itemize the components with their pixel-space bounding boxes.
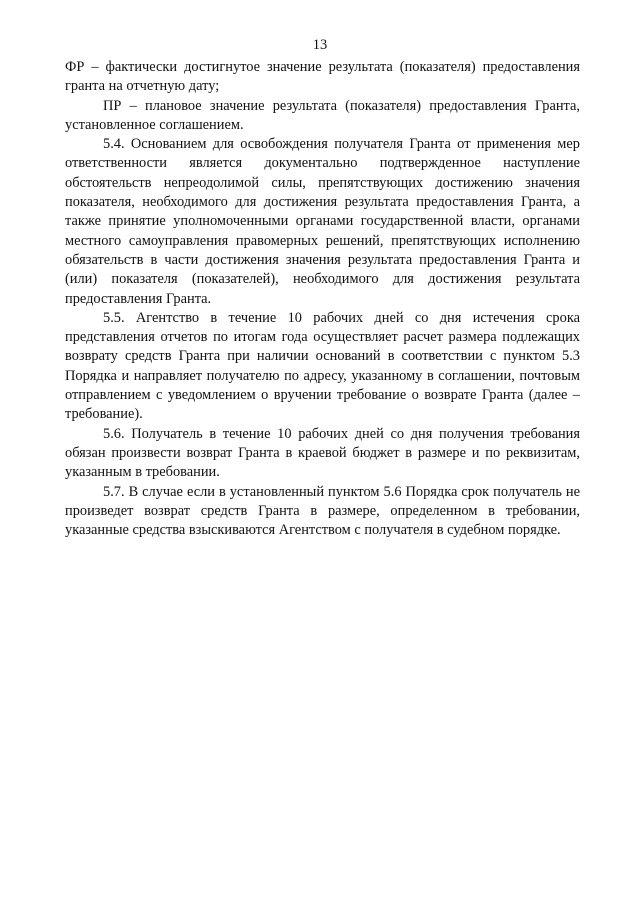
paragraph-pr-definition: ПР – плановое значение результата (показателя) предоставления Гранта, установленное соглашением. [65, 97, 580, 133]
document-body [65, 58, 580, 540]
paragraph-clause-5-4: 5.4. Основанием для освобождения получателя Гранта от применения мер ответственности является документально подтвержденное наступление обстоятельств непреодолимой силы, препятствующих достижению значения показателя, необходимого для достижения результата предоставления Гранта, а также принятие уполномоченными органами государственной власти, органами местного самоуправления правомерных решений, препятствующих исполнению обязательств в части достижения значения результата предоставления Гранта и (или) показателя (показателей), необходимого для достижения результата предоставления Гранта. [65, 136, 580, 307]
paragraph-clause-5-7: 5.7. В случае если в установленный пунктом 5.6 Порядка срок получатель не произведет возврат средств Гранта в размере, определенном в требовании, указанные средства взыскиваются Агентством с получателя в судебном порядке. [65, 483, 580, 539]
paragraph-clause-5-6: 5.6. Получатель в течение 10 рабочих дней со дня получения требования обязан произвести возврат Гранта в краевой бюджет в размере и по реквизитам, указанным в требовании. [65, 425, 580, 481]
page-number: 13 [312, 37, 328, 53]
paragraph-clause-5-5: 5.5. Агентство в течение 10 рабочих дней со дня истечения срока представления отчетов по итогам года осуществляет расчет размера подлежащих возврату средств Гранта при наличии оснований в соответствии с пунктом 5.3 Порядка и направляет получателю по адресу, указанному в соглашении, почтовым отправлением с уведомлением о вручении требование о возврате Гранта (далее – требование). [65, 309, 580, 423]
paragraph-fr-definition: ФР – фактически достигнутое значение результата (показателя) предоставления гранта на отчетную дату; [65, 59, 580, 95]
